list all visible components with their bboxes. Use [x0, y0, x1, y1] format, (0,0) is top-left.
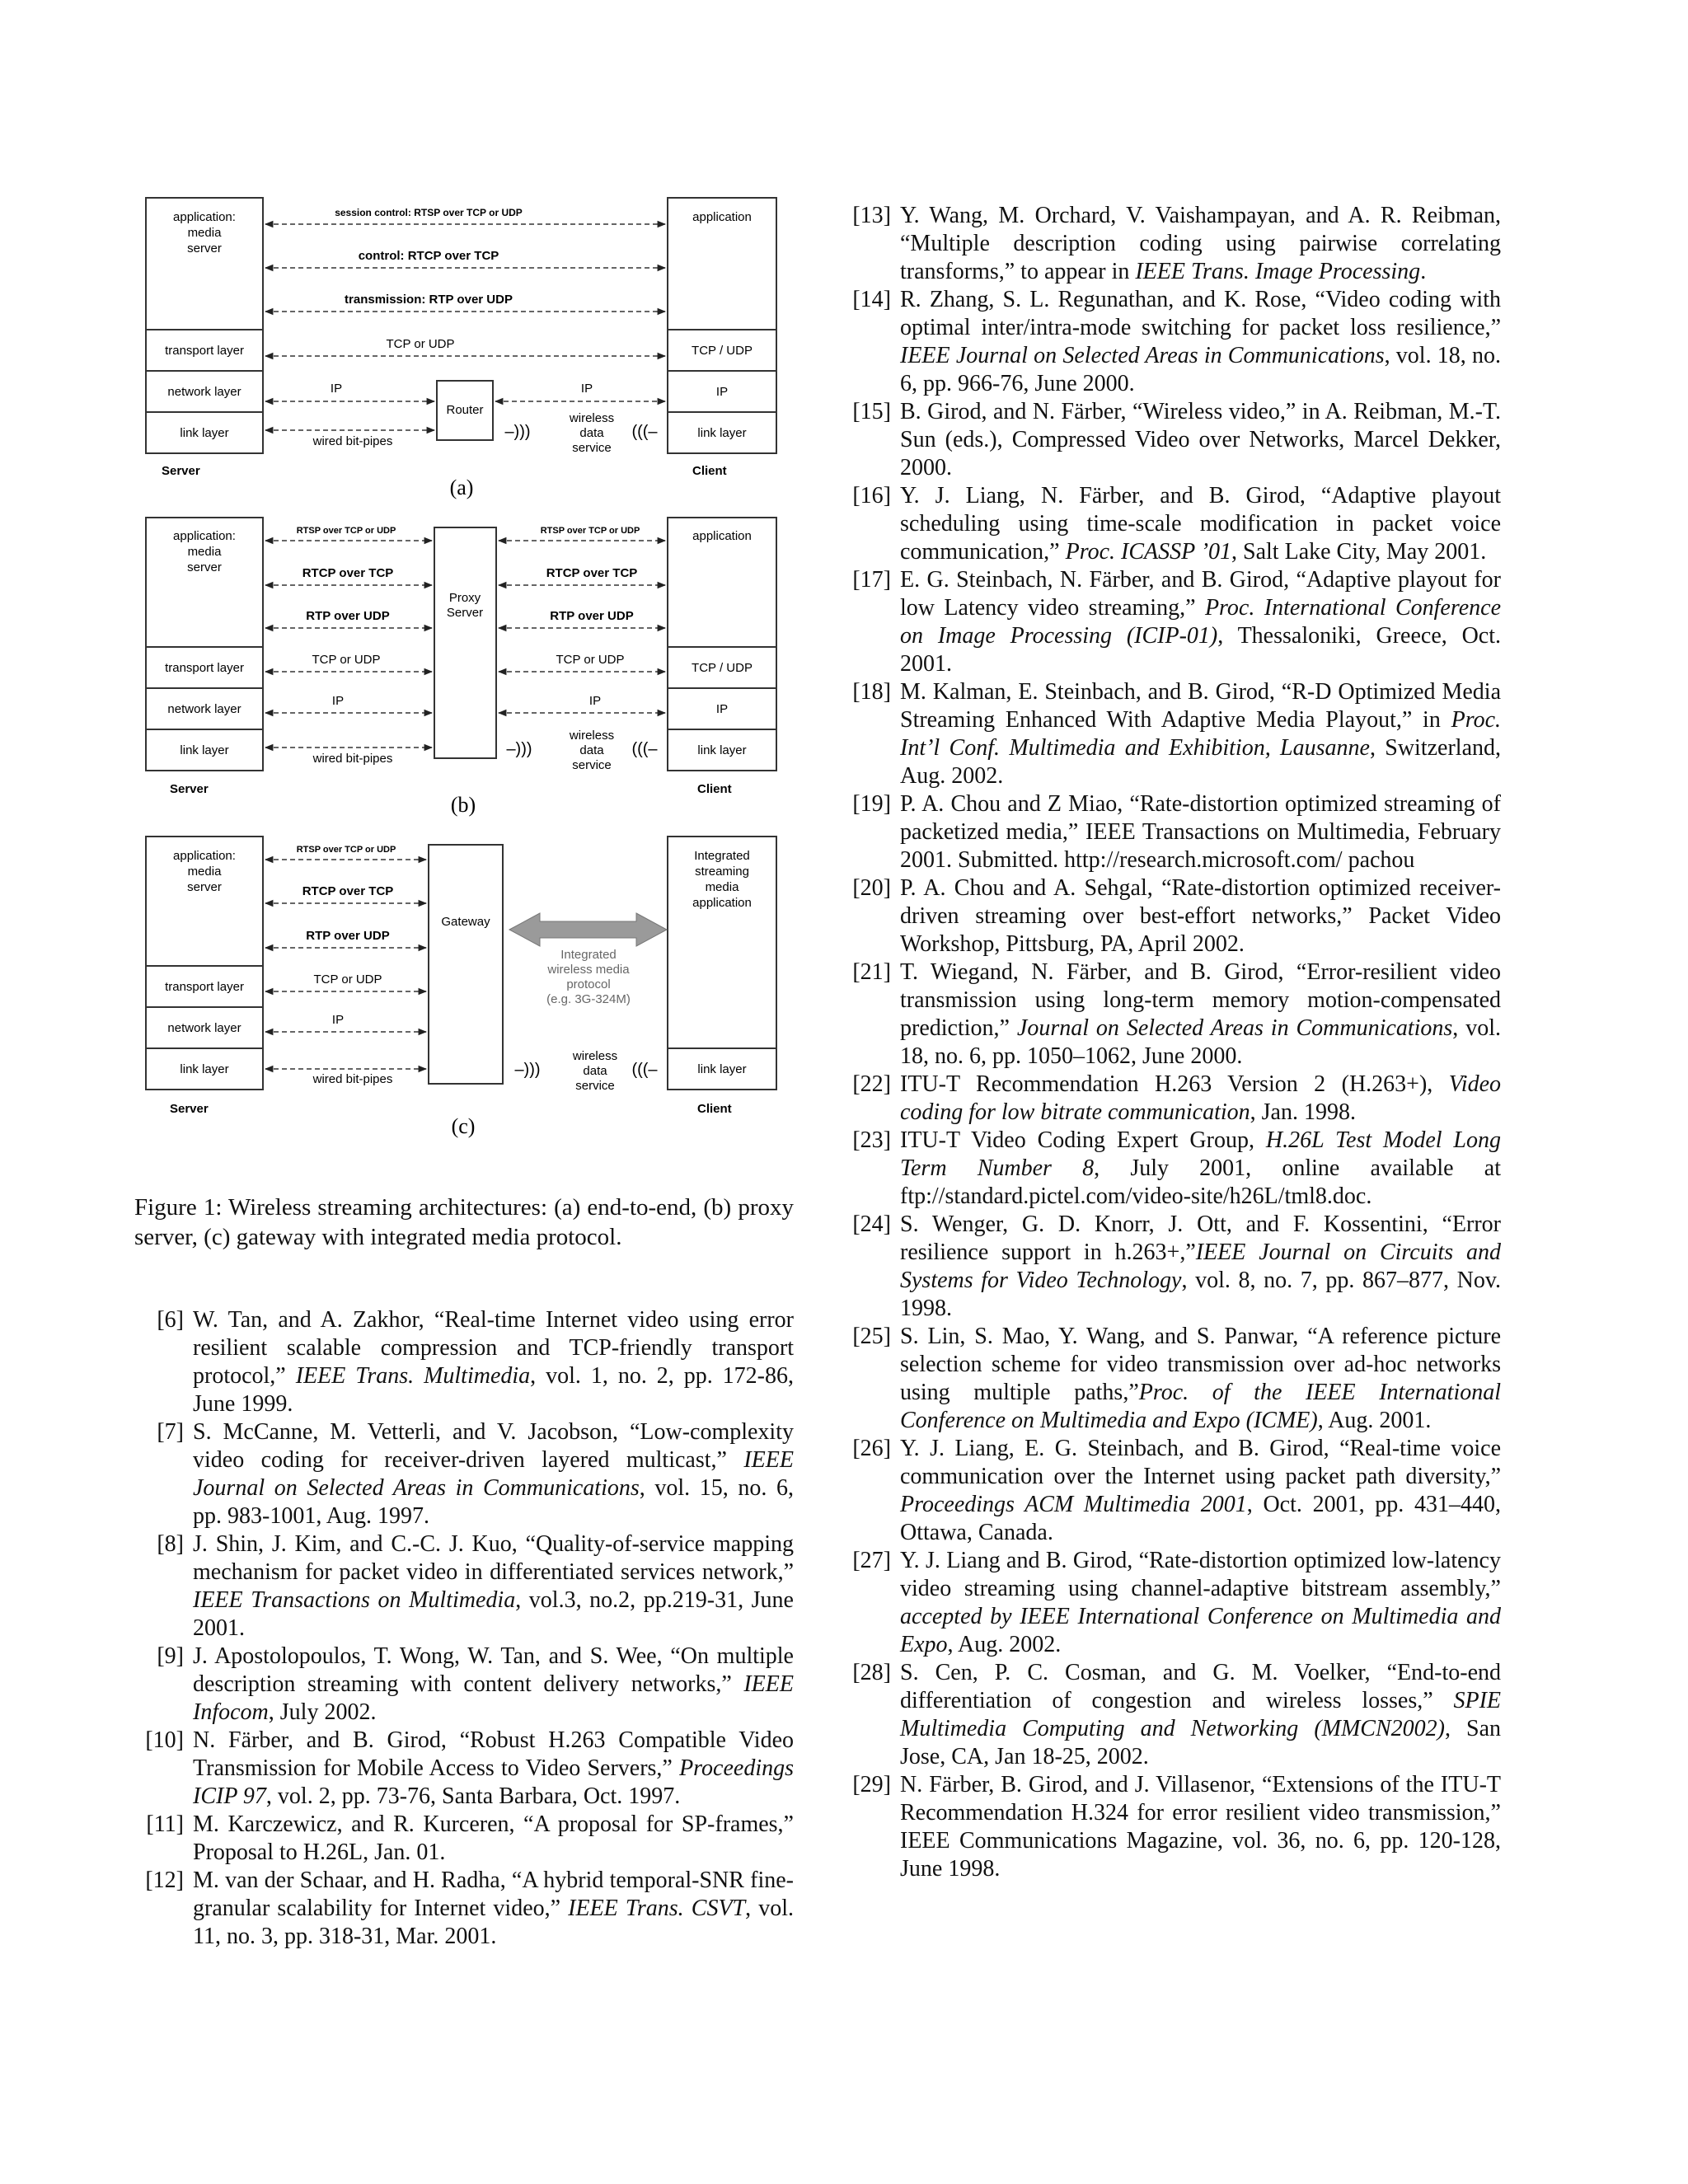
reference-item: [842, 566, 1501, 678]
reference-text: [900, 482, 1501, 566]
reference-text: [900, 566, 1501, 678]
reference-text: [193, 1867, 794, 1951]
reference-part: Y. Wang, M. Orchard, V. Vaishampayan, and A. R. Reibman, “Multiple description coding using pairwise correlating transforms,” to appear in: [900, 203, 1501, 284]
reference-part: B. Girod, and N. Färber, “Wireless video,” in A. Reibman, M.-T. Sun (eds.), Compressed Video over Networks, Marcel Dekker, 2000.: [900, 399, 1501, 480]
reference-text: [900, 1323, 1501, 1435]
reference-part: S. Lin, S. Mao, Y. Wang, and S. Panwar, “A reference picture selection scheme for video transmission over ad-hoc networks using multiple paths,”: [900, 1324, 1501, 1405]
reference-italic-part: accepted by IEEE International Conference on Multimedia and Expo: [900, 1604, 1501, 1657]
reference-item: [842, 1127, 1501, 1211]
reference-number: [16]: [852, 483, 891, 509]
c-wireless-sym-left: –))): [514, 1061, 541, 1079]
reference-text: [900, 790, 1501, 874]
a-wireless-sym-right: (((–: [631, 423, 658, 441]
reference-text: [900, 1071, 1501, 1127]
reference-part: , Aug. 2002.: [947, 1632, 1062, 1657]
reference-number: [15]: [852, 399, 891, 424]
reference-number: [29]: [852, 1772, 891, 1797]
reference-text: [193, 1530, 794, 1643]
reference-part: , vol.3, no.2, pp.219-31, June 2001.: [193, 1587, 794, 1641]
a-ip-right-label: IP: [580, 382, 593, 396]
b-rtsp-left: RTSP over TCP or UDP: [296, 526, 396, 536]
reference-text: [900, 286, 1501, 398]
reference-number: [26]: [852, 1436, 891, 1461]
b-network-left: network layer: [167, 702, 241, 716]
reference-part: , Aug. 2001.: [1317, 1408, 1432, 1433]
reference-italic-part: IEEE Transactions on Multimedia: [193, 1587, 516, 1613]
figure-1-diagram: [134, 185, 790, 1150]
reference-text: [900, 1435, 1501, 1547]
reference-text: [193, 1811, 794, 1867]
b-wireless-2: data: [579, 743, 604, 757]
reference-item: [842, 202, 1501, 286]
reference-item: [134, 1643, 794, 1727]
reference-part: M. Kalman, E. Steinbach, and B. Girod, “R-D Optimized Media Streaming Enhanced With Adaptive Media Playout,” in: [900, 679, 1501, 733]
reference-part: N. Färber, and B. Girod, “Robust H.263 Compatible Video Transmission for Mobile Access to Video Servers,”: [193, 1727, 794, 1781]
b-rtp-right: RTP over UDP: [550, 609, 634, 623]
reference-item: [134, 1530, 794, 1643]
a-transport-mid: TCP or UDP: [386, 337, 455, 351]
reference-italic-part: Video coding for low bitrate communication: [900, 1071, 1501, 1125]
a-client: Client: [692, 464, 727, 478]
reference-item: [842, 286, 1501, 398]
reference-item: [842, 790, 1501, 874]
reference-italic-part: IEEE Infocom: [193, 1671, 794, 1725]
reference-part: , July 2002.: [268, 1699, 377, 1725]
c-gateway: Gateway: [441, 915, 490, 929]
reference-item: [842, 1071, 1501, 1127]
b-server-app-1: application:: [173, 529, 236, 543]
b-link-right: link layer: [697, 743, 747, 757]
reference-item: [134, 1811, 794, 1867]
a-wireless-2: data: [579, 426, 604, 440]
reference-number: [27]: [852, 1548, 891, 1573]
b-transport-right: TCP / UDP: [692, 661, 753, 675]
b-server-app-2: media: [187, 545, 222, 559]
reference-italic-part: IEEE Trans. Image Processing: [1135, 259, 1421, 284]
reference-item: [134, 1306, 794, 1418]
b-ip-right: IP: [715, 702, 729, 716]
reference-item: [842, 678, 1501, 790]
c-transport-left: transport layer: [165, 980, 244, 994]
c-client-app-1: Integrated: [694, 849, 750, 863]
b-tcpudp-left: TCP or UDP: [312, 653, 381, 667]
c-wireless-sym-right: (((–: [631, 1061, 658, 1079]
reference-part: , Salt Lake City, May 2001.: [1231, 539, 1487, 565]
b-server: Server: [170, 782, 209, 796]
reference-number: [13]: [852, 203, 891, 228]
reference-text: [900, 1211, 1501, 1323]
b-wireless-sym-left: –))): [506, 740, 532, 758]
reference-part: , vol. 8, no. 7, pp. 867–877, Nov. 1998.: [900, 1268, 1501, 1321]
reference-text: [900, 958, 1501, 1071]
c-server-app-2: media: [187, 865, 222, 879]
reference-italic-part: Proceedings ICIP 97: [193, 1755, 794, 1809]
reference-text: [900, 678, 1501, 790]
reference-text: [193, 1727, 794, 1811]
c-wireless-3: service: [575, 1079, 615, 1093]
reference-item: [842, 1211, 1501, 1323]
c-wireless-1: wireless: [572, 1049, 618, 1063]
reference-part: P. A. Chou and Z Miao, “Rate-distortion optimized streaming of packetized media,” IEEE Transactions on Multimedia, February 2001. Submitted. http://research.microsoft.com/ pachou: [900, 791, 1501, 873]
reference-item: [134, 1418, 794, 1530]
c-network-left: network layer: [167, 1021, 241, 1035]
a-ip-left: IP: [330, 382, 343, 396]
reference-part: S. McCanne, M. Vetterli, and V. Jacobson, “Low-complexity video coding for receiver-driven layered multicast,”: [193, 1419, 794, 1473]
b-transport-left: transport layer: [165, 661, 244, 675]
reference-italic-part: Proc. ICASSP ’01: [1065, 539, 1232, 565]
reference-item: [134, 1867, 794, 1951]
b-ip-mid: IP: [588, 694, 602, 708]
reference-italic-part: IEEE Journal on Circuits and Systems for Video Technology: [900, 1240, 1501, 1293]
reference-part: P. A. Chou and A. Sehgal, “Rate-distortion optimized receiver-driven streaming over best-effort networks,” Packet Video Workshop, Pittsburg, PA, April 2002.: [900, 875, 1501, 957]
a-link-left: link layer: [180, 426, 229, 440]
reference-part: ITU-T Recommendation H.263 Version 2 (H.263+),: [900, 1071, 1449, 1097]
b-panel-label: (b): [450, 793, 476, 817]
a-server-app-1: application:: [173, 210, 236, 224]
reference-number: [24]: [852, 1212, 891, 1237]
reference-number: [25]: [852, 1324, 891, 1349]
reference-number: [14]: [852, 287, 891, 312]
a-transport-right: TCP / UDP: [692, 344, 753, 358]
a-wireless-sym-left: –))): [504, 423, 531, 441]
reference-text: [193, 1306, 794, 1418]
reference-text: [900, 1127, 1501, 1211]
a-control-label: control: RTCP over TCP: [358, 249, 499, 263]
c-server-app-1: application:: [173, 849, 236, 863]
reference-italic-part: IEEE Journal on Selected Areas in Communications: [900, 343, 1385, 368]
reference-item: [842, 874, 1501, 958]
reference-item: [842, 958, 1501, 1071]
reference-italic-part: Proc. International Conference on Image Processing (ICIP-01): [900, 595, 1501, 649]
c-protocol-4: (e.g. 3G-324M): [546, 992, 631, 1006]
reference-number: [19]: [852, 791, 891, 817]
reference-italic-part: SPIE Multimedia Computing and Networking (MMCN2002): [900, 1688, 1501, 1741]
reference-italic-part: Journal on Selected Areas in Communications: [1016, 1015, 1453, 1041]
reference-item: [842, 1547, 1501, 1659]
reference-number: [20]: [852, 875, 891, 901]
b-rtcp-left: RTCP over TCP: [302, 566, 394, 580]
c-protocol-arrow: [509, 913, 667, 946]
reference-number: [21]: [852, 959, 891, 985]
reference-part: , San Jose, CA, Jan 18-25, 2002.: [900, 1716, 1501, 1769]
c-rtcp: RTCP over TCP: [302, 884, 394, 898]
panel-b: [146, 518, 776, 817]
reference-text: [900, 202, 1501, 286]
a-transport-left: transport layer: [165, 344, 244, 358]
reference-text: [193, 1418, 794, 1530]
reference-text: [900, 398, 1501, 482]
figure-caption: Figure 1: Wireless streaming architectures: (a) end-to-end, (b) proxy server, (c) gateway with integrated media protocol.: [134, 1194, 794, 1250]
reference-italic-part: IEEE Trans. Multimedia: [295, 1363, 531, 1389]
reference-part: , Oct. 2001, pp. 431–440, Ottawa, Canada.: [900, 1492, 1501, 1545]
a-session-label: session control: RTSP over TCP or UDP: [335, 207, 523, 218]
reference-part: S. Wenger, G. D. Knorr, J. Ott, and F. Kossentini, “Error resilience support in h.263+,”: [900, 1212, 1501, 1265]
reference-number: [7]: [157, 1419, 184, 1445]
reference-part: Y. J. Liang, N. Färber, and B. Girod, “Adaptive playout scheduling using time-scale modification in packet voice communication,”: [900, 483, 1501, 565]
references-left: [134, 1306, 794, 1951]
b-client-app: application: [692, 529, 752, 543]
reference-italic-part: H.26L Test Model Long Term Number 8: [900, 1127, 1501, 1181]
c-rtsp: RTSP over TCP or UDP: [296, 845, 396, 855]
reference-part: , Switzerland, Aug. 2002.: [900, 735, 1502, 789]
reference-number: [8]: [157, 1531, 184, 1557]
reference-part: , vol. 18, no. 6, pp. 966-76, June 2000.: [900, 343, 1501, 396]
reference-part: , vol. 18, no. 6, pp. 1050–1062, June 2000.: [900, 1015, 1501, 1069]
reference-number: [11]: [146, 1811, 184, 1837]
a-transmission-label: transmission: RTP over UDP: [345, 293, 513, 307]
a-server-app-3: server: [187, 241, 222, 255]
reference-number: [23]: [852, 1127, 891, 1153]
a-client-app: application: [692, 210, 752, 224]
reference-italic-part: IEEE Trans. CSVT: [568, 1896, 746, 1921]
b-link-left: link layer: [180, 743, 229, 757]
reference-number: [10]: [145, 1727, 184, 1753]
reference-part: , Jan. 1998.: [1250, 1099, 1356, 1125]
reference-number: [22]: [852, 1071, 891, 1097]
c-panel-label: (c): [451, 1114, 476, 1138]
a-wireless-1: wireless: [569, 411, 615, 425]
panel-a: [146, 198, 776, 499]
a-link-right: link layer: [697, 426, 747, 440]
reference-part: E. G. Steinbach, N. Färber, and B. Girod, “Adaptive playout for low Latency video streaming,”: [900, 567, 1501, 621]
c-protocol-1: Integrated: [560, 948, 617, 962]
b-wireless-sym-right: (((–: [631, 740, 658, 758]
reference-italic-part: Proc. of the IEEE International Conference on Multimedia and Expo (ICME): [900, 1380, 1501, 1433]
b-rtsp-right: RTSP over TCP or UDP: [540, 526, 640, 536]
c-wired: wired bit-pipes: [312, 1072, 393, 1086]
a-wireless-3: service: [572, 441, 612, 455]
reference-text: [900, 1771, 1501, 1883]
reference-item: [842, 1771, 1501, 1883]
reference-number: [9]: [157, 1643, 184, 1669]
reference-italic-part: IEEE Journal on Selected Areas in Communications: [193, 1447, 794, 1501]
reference-part: , vol. 11, no. 3, pp. 318-31, Mar. 2001.: [193, 1896, 794, 1949]
c-link-left: link layer: [180, 1062, 229, 1076]
reference-text: [900, 1547, 1501, 1659]
c-protocol-2: wireless media: [547, 963, 630, 977]
b-wireless-1: wireless: [569, 729, 615, 743]
c-link-right: link layer: [697, 1062, 747, 1076]
reference-text: [900, 874, 1501, 958]
c-tcpudp: TCP or UDP: [313, 972, 382, 987]
reference-part: J. Apostolopoulos, T. Wong, W. Tan, and S. Wee, “On multiple description streaming with content delivery networks,”: [193, 1643, 794, 1697]
a-wired: wired bit-pipes: [312, 434, 393, 448]
reference-item: [842, 1323, 1501, 1435]
reference-part: .: [1420, 259, 1427, 284]
b-wired: wired bit-pipes: [312, 752, 393, 766]
b-ip-left: IP: [331, 694, 345, 708]
reference-number: [18]: [852, 679, 891, 705]
c-ip: IP: [331, 1013, 345, 1027]
reference-item: [842, 1659, 1501, 1771]
b-rtp-left: RTP over UDP: [306, 609, 390, 623]
reference-part: , Thessaloniki, Greece, Oct. 2001.: [900, 623, 1501, 677]
b-rtcp-right: RTCP over TCP: [546, 566, 638, 580]
reference-italic-part: Proc. Int’l Conf. Multimedia and Exhibition, Lausanne: [900, 707, 1501, 761]
b-client: Client: [697, 782, 732, 796]
reference-part: N. Färber, B. Girod, and J. Villasenor, “Extensions of the ITU-T Recommendation H.324 for error resilient video transmission,” IEEE Communications Magazine, vol. 36, no. 6, pp. 120-128, June 1998.: [900, 1772, 1501, 1882]
reference-part: ITU-T Video Coding Expert Group,: [900, 1127, 1266, 1153]
b-proxy-2: Server: [446, 606, 484, 620]
reference-part: W. Tan, and A. Zakhor, “Real-time Internet video using error resilient scalable compression and TCP-friendly transport protocol,”: [193, 1307, 794, 1389]
reference-italic-part: Proceedings ACM Multimedia 2001: [900, 1492, 1247, 1517]
reference-item: [134, 1727, 794, 1811]
reference-part: M. van der Schaar, and H. Radha, “A hybrid temporal-SNR fine-granular scalability for Internet video,”: [193, 1868, 794, 1921]
references-right: [842, 202, 1501, 1883]
reference-item: [842, 398, 1501, 482]
c-client: Client: [697, 1102, 732, 1116]
a-server: Server: [162, 464, 200, 478]
c-server: Server: [170, 1102, 209, 1116]
c-client-app-2: streaming: [695, 865, 749, 879]
reference-part: R. Zhang, S. L. Regunathan, and K. Rose, “Video coding with optimal inter/intra-mode switching for packet loss resilience,”: [900, 287, 1501, 340]
a-network-left: network layer: [167, 385, 241, 399]
c-client-app-4: application: [692, 896, 752, 910]
reference-part: Y. J. Liang and B. Girod, “Rate-distortion optimized low-latency video streaming using channel-adaptive bitstream assembly,”: [900, 1548, 1501, 1601]
reference-text: [193, 1643, 794, 1727]
reference-number: [6]: [157, 1307, 184, 1333]
reference-part: J. Shin, J. Kim, and C.-C. J. Kuo, “Quality-of-service mapping mechanism for packet video in differentiated services network,”: [193, 1531, 794, 1585]
a-server-app-2: media: [187, 226, 222, 240]
reference-part: S. Cen, P. C. Cosman, and G. M. Voelker, “End-to-end differentiation of congestion and wireless losses,”: [900, 1660, 1501, 1713]
reference-part: , vol. 2, pp. 73-76, Santa Barbara, Oct. 1997.: [265, 1783, 681, 1809]
panel-c: [146, 837, 776, 1138]
reference-number: [28]: [852, 1660, 891, 1685]
reference-part: , vol. 15, no. 6, pp. 983-1001, Aug. 1997.: [193, 1475, 795, 1529]
reference-item: [842, 1435, 1501, 1547]
c-server-app-3: server: [187, 880, 222, 894]
reference-part: , July 2001, online available at ftp://standard.pictel.com/video-site/h26L/tml8.doc.: [900, 1155, 1501, 1209]
reference-text: [900, 1659, 1501, 1771]
c-wireless-2: data: [583, 1064, 607, 1078]
reference-part: M. Karczewicz, and R. Kurceren, “A proposal for SP-frames,” Proposal to H.26L, Jan. 01.: [193, 1811, 794, 1865]
reference-part: Y. J. Liang, E. G. Steinbach, and B. Girod, “Real-time voice communication over the Internet using packet path diversity,”: [900, 1436, 1501, 1489]
a-panel-label: (a): [449, 476, 474, 499]
reference-number: [12]: [145, 1868, 184, 1893]
b-wireless-3: service: [572, 758, 612, 772]
b-proxy-1: Proxy: [448, 591, 481, 605]
b-tcpudp-right: TCP or UDP: [556, 653, 625, 667]
reference-part: , vol. 1, no. 2, pp. 172-86, June 1999.: [193, 1363, 795, 1417]
a-router: Router: [446, 403, 484, 417]
a-ip-right: IP: [715, 385, 729, 399]
c-rtp: RTP over UDP: [306, 929, 390, 943]
reference-item: [842, 482, 1501, 566]
c-protocol-3: protocol: [566, 977, 611, 991]
reference-part: T. Wiegand, N. Färber, and B. Girod, “Error-resilient video transmission using long-term memory motion-compensated prediction,”: [900, 959, 1501, 1041]
c-client-app-3: media: [705, 880, 739, 894]
b-server-app-3: server: [187, 560, 222, 574]
reference-number: [17]: [852, 567, 891, 593]
